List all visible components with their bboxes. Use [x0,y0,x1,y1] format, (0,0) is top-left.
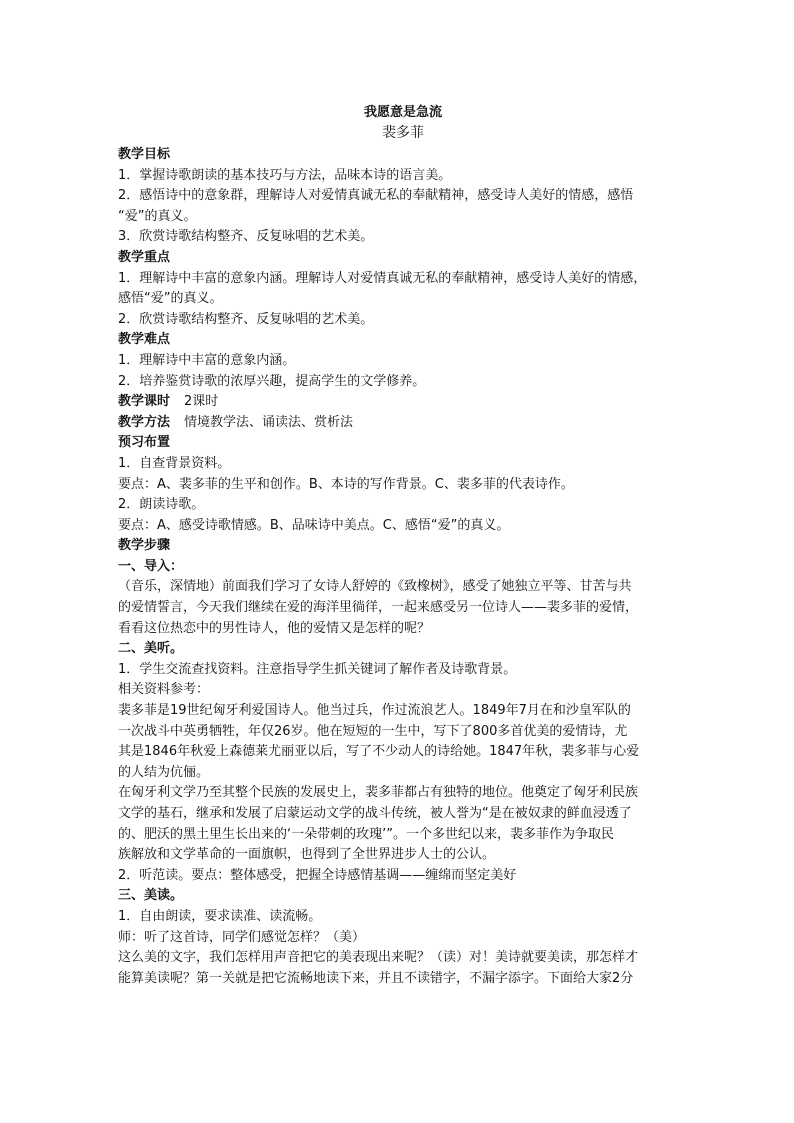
step1-line: （音乐，深情地）前面我们学习了女诗人舒婷的《致橡树》，感受了她独立平等、甘苦与共 [118,579,632,595]
section-heading-difficulties: 教学难点 [118,332,171,348]
difficulty-line: 1．理解诗中丰富的意象内涵。 [118,352,296,368]
document-author: 裴多菲 [382,125,424,141]
teaching-hours-row [118,392,688,413]
step2-line: 1．学生交流查找资料。注意指导学生抓关键词了解作者及诗歌背景。 [118,661,517,677]
step2-line: 族解放和文学革命的一面旗帜，也得到了全世界进步人士的公认。 [118,847,496,863]
step2-line: 相关资料参考： [118,682,210,698]
step3-line: 1．自由朗读，要求读准、读流畅。 [118,908,322,924]
key-point-line: 感悟“爱”的真义。 [118,291,223,307]
preview-line: 要点：A、裴多菲的生平和创作。B、本诗的写作背景。C、裴多菲的代表诗作。 [118,476,574,492]
document-title: 我愿意是急流 [363,105,442,120]
teaching-methods-value: 情境教学法、诵读法、赏析法 [184,414,354,430]
teaching-methods-label: 教学方法 [118,414,171,430]
step2-heading: 二、美听。 [118,641,184,657]
section-heading-objectives: 教学目标 [118,147,171,162]
step1-heading: 一、导入： [118,558,184,574]
objective-line: 2．感悟诗中的意象群，理解诗人对爱情真诚无私的奉献精神，感受诗人美好的情感，感悟 [118,188,634,204]
step2-line: 文学的基石，继承和发展了启蒙运动文学的战斗传统，被人誉为“是在被奴隶的鲜血浸透了 [118,806,632,821]
document-content [118,103,688,989]
step2-line: 的、肥沃的黑土里生长出来的‘一朵带刺的玫瑰’”。一个多世纪以来，裴多菲作为争取民 [118,826,615,842]
step3-line: 这么美的文字，我们怎样用声音把它的美表现出来呢？（读）对！美诗就要美读，那怎样才 [118,950,639,966]
teaching-hours-value: 2课时 [184,394,219,410]
step2-line: 的人结为伉俪。 [118,764,210,780]
step2-line: 2．听范读。要点：整体感受，把握全诗感情基调——缠绵而坚定美好 [118,867,517,883]
step1-line: 看看这位热恋中的男性诗人，他的爱情又是怎样的呢？ [118,620,431,636]
preview-line: 2．朗读诗歌。 [118,497,205,513]
objective-line: 1．掌握诗歌朗读的基本技巧与方法，品味本诗的语言美。 [118,167,452,183]
step2-line: 其是1846年秋爱上森德莱尤丽亚以后，写了不少动人的诗给她。1847年秋，裴多菲与心爱 [118,744,640,760]
objective-line: “爱”的真义。 [118,208,197,224]
key-point-line: 1．理解诗中丰富的意象内涵。理解诗人对爱情真诚无私的奉献精神，感受诗人美好的情感， [118,270,647,286]
preview-line: 1．自查背景资料。 [118,455,231,471]
objective-line: 3．欣赏诗歌结构整齐、反复咏唱的艺术美。 [118,229,374,245]
difficulty-line: 2．培养鉴赏诗歌的浓厚兴趣，提高学生的文学修养。 [118,373,426,389]
step2-line: 一次战斗中英勇牺牲，年仅26岁。他在短短的一生中，写下了800多首优美的爱情诗，尤 [118,723,628,739]
teaching-hours-label: 教学课时 [118,394,171,410]
key-point-line: 2．欣赏诗歌结构整齐、反复咏唱的艺术美。 [118,311,374,327]
step3-heading: 三、美读。 [118,888,184,904]
section-heading-steps: 教学步骤 [118,538,171,554]
step1-line: 的爱情誓言，今天我们继续在爱的海洋里徜徉，一起来感受另一位诗人——裴多菲的爱情， [118,600,639,616]
step2-line: 裴多菲是19世纪匈牙利爱国诗人。他当过兵，作过流浪艺人。1849年7月在和沙皇军队的 [118,703,631,719]
step2-line: 在匈牙利文学乃至其整个民族的发展史上，裴多菲都占有独特的地位。他奠定了匈牙利民族 [118,785,639,801]
step3-line: 能算美读呢？第一关就是把它流畅地读下来，并且不读错字，不漏字添字。下面给大家2分 [118,970,634,986]
preview-line: 要点：A、感受诗歌情感。B、品味诗中美点。C、感悟“爱”的真义。 [118,517,510,533]
section-heading-preview: 预习布置 [118,435,171,451]
section-heading-key-points: 教学重点 [118,249,171,265]
step3-line: 师：听了这首诗，同学们感觉怎样？（美） [118,929,366,945]
teaching-methods-row [118,413,688,434]
